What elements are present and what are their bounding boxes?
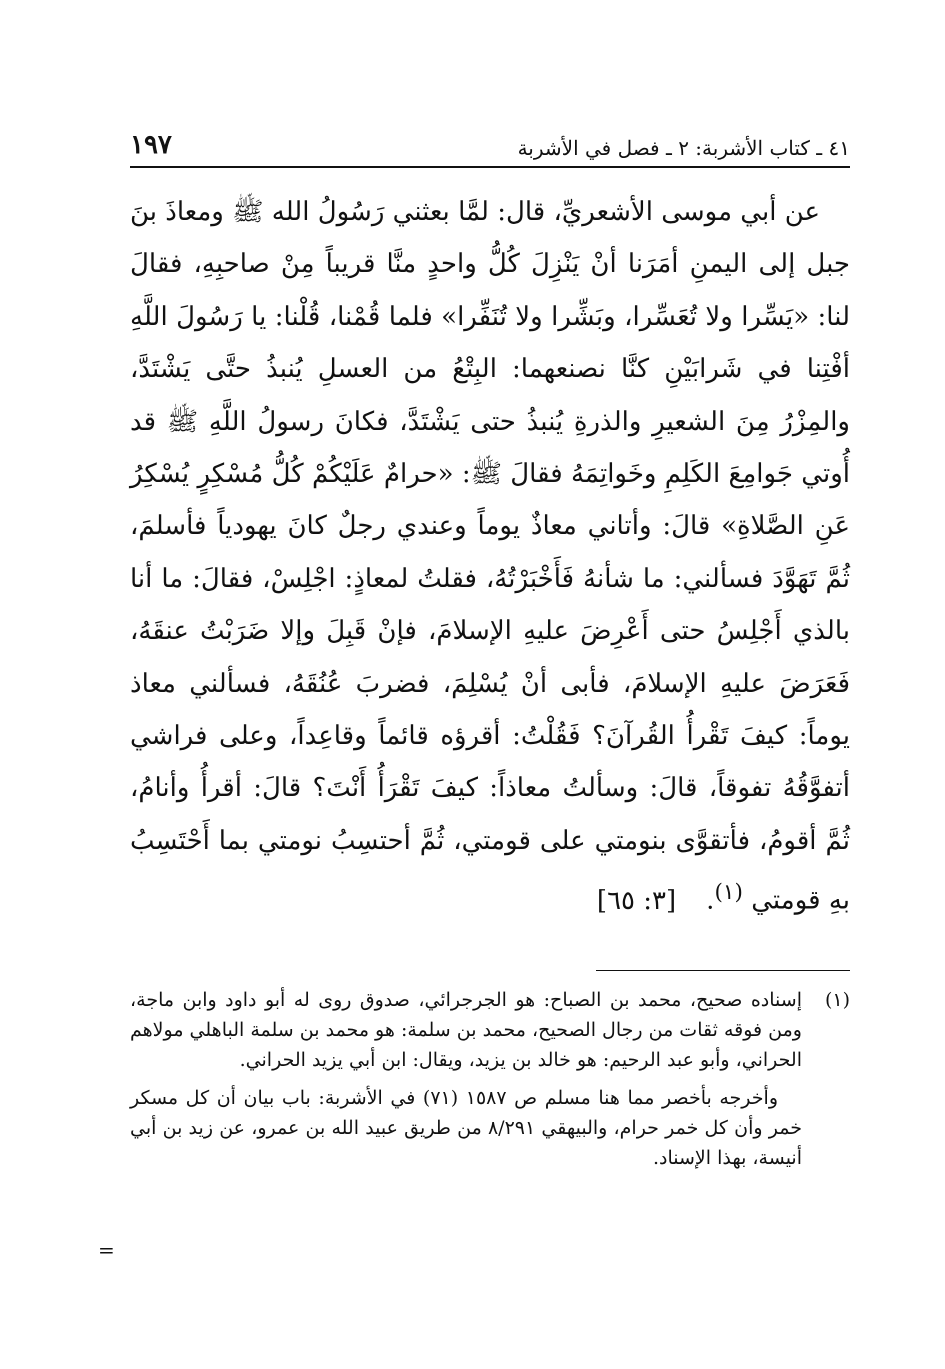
footnote-rule <box>596 970 850 971</box>
footnotes <box>130 985 850 1173</box>
footnote-number: (١) <box>824 989 850 1011</box>
main-text: عن أبي موسى الأشعريِّ، قال: لمَّا بعثني رَسُولُ الله ﷺ ومعاذَ بنَ جبل إلى اليمنِ أمَرَنا أنْ يَنْزِلَ كُلُّ واحدٍ منَّا قريباً مِنْ صاحبِهِ، فقالَ لنا: «يَسِّرا ولا تُعَسِّرا، وبَشِّرا ولا تُنَفِّرا» فلما قُمْنا، قُلْنا: يا رَسُولَ اللَّهِ أفْتِنا في شَرابَيْنِ كنَّا نصنعهما: البِتْعُ من العسلِ يُنبذُ حتَّى يَشْتَدَّ، والمِزْرُ مِنَ الشعيرِ والذرةِ يُنبذُ حتى يَشْتَدَّ، فكانَ رسولُ اللَّهِ ﷺ قد أُوتي جَوامِعَ الكَلِمِ وخَواتِمَهُ فقالَ ﷺ: «حرامٌ عَلَيْكُمْ كُلُّ مُسْكِرٍ يُسْكِرُ عَنِ الصَّلاةِ» قالَ: وأتاني معاذٌ يوماً وعندي رجلٌ كانَ يهودياً فأسلمَ، ثُمَّ تَهَوَّدَ فسألني: ما شأنهُ فَأَخْبَرْتُهُ، فقلتُ لمعاذٍ: اجْلِسْ، فقالَ: ما أنا بالذي أَجْلِسُ حتى أَعْرِضَ عليهِ الإسلامَ، فإنْ قَبِلَ وإلا ضَرَبْتُ عنقَهُ، فَعَرَضَ عليهِ الإسلامَ، فأبى أنْ يُسْلِمَ، فضربَ عُنُقَهُ، فسألني معاذ يوماً: كيفَ تَقْرأُ القُرآنَ؟ فَقُلْتُ: أقرؤه قائماً وقاعِداً، وعلى فراشي أتفوَّقُهُ تفوقاً، قالَ: وسألتُ معاذاً: كيفَ تَقْرَأُ أَنْتَ؟ قالَ: أقرأُ وأنامُ، ثُمَّ أقومُ، فأتقوَّى بنومتي على قومتي، ثُمَّ أحتسِبُ نومتي بما أَحْتَسِبُ بهِ قومتي $^{(١)}$.[٣: ٦٥] <box>130 197 850 916</box>
reference-tag: [٣: ٦٥] <box>596 885 677 916</box>
hadith-text: عن أبي موسى الأشعريِّ، قال: لمَّا بعثني رَسُولُ الله ﷺ ومعاذَ بنَ جبل إلى اليمنِ أمَرَنا أنْ يَنْزِلَ كُلُّ واحدٍ منَّا قريباً مِنْ صاحبِهِ، فقالَ لنا: «يَسِّرا ولا تُعَسِّرا، وبَشِّرا ولا تُنَفِّرا» فلما قُمْنا، قُلْنا: يا رَسُولَ اللَّهِ أفْتِنا في شَرابَيْنِ كنَّا نصنعهما: البِتْعُ من العسلِ يُنبذُ حتَّى يَشْتَدَّ، والمِزْرُ مِنَ الشعيرِ والذرةِ يُنبذُ حتى يَشْتَدَّ، فكانَ رسولُ اللَّهِ ﷺ قد أُوتي جَوامِعَ الكَلِمِ وخَواتِمَهُ فقالَ ﷺ: «حرامٌ عَلَيْكُمْ كُلُّ مُسْكِرٍ يُسْكِرُ عَنِ الصَّلاةِ» قالَ: وأتاني معاذٌ يوماً وعندي رجلٌ كانَ يهودياً فأسلمَ، ثُمَّ تَهَوَّدَ فسألني: ما شأنهُ فَأَخْبَرْتُهُ، فقلتُ لمعاذٍ: اجْلِسْ، فقالَ: ما أنا بالذي أَجْلِسُ حتى أَعْرِضَ عليهِ الإسلامَ، فإنْ قَبِلَ وإلا ضَرَبْتُ عنقَهُ، فَعَرَضَ عليهِ الإسلامَ، فأبى أنْ يُسْلِمَ، فضربَ عُنُقَهُ، فسألني معاذ يوماً: كيفَ تَقْرأُ القُرآنَ؟ فَقُلْتُ: أقرؤه قائماً وقاعِداً، وعلى فراشي أتفوَّقُهُ تفوقاً، قالَ: وسألتُ معاذاً: كيفَ تَقْرَأُ أَنْتَ؟ قالَ: أقرأُ وأنامُ، ثُمَّ أقومُ، فأتقوَّى بنومتي على قومتي، ثُمَّ أحتسِبُ نومتي بما أَحْتَسِبُ بهِ قومتي <box>130 197 850 916</box>
footnote-text: إسناده صحيح، محمد بن الصباح: هو الجرجرائي، صدوق روى له أبو داود وابن ماجة، ومن فوقه ثقات من رجال الصحيح، محمد بن سلمة: هو محمد بن سلمة الباهلي مولاهم الحراني، وأبو عبد الرحيم: هو خالد بن يزيد، ويقال: ابن أبي يزيد الحراني. <box>130 989 802 1071</box>
page-number: ١٩٧ <box>130 130 172 160</box>
running-title: ٤١ ـ كتاب الأشربة: ٢ ـ فصل في الأشربة <box>517 136 850 160</box>
footnote-marker: (١) <box>714 880 743 906</box>
page-header <box>130 120 850 160</box>
continuation-mark: = <box>98 1238 115 1262</box>
header-rule <box>130 166 850 168</box>
footnote-extra <box>130 1083 850 1173</box>
footnote-extra-text: وأخرجه بأخصر مما هنا مسلم ص ١٥٨٧ (٧١) في الأشربة: باب بيان أن كل مسكر خمر وأن كل خمر حرام، والبيهقي ٨/٢٩١ من طريق عبيد الله بن عمرو، عن زيد بن أبي أنيسة، بهذا الإسناد. <box>130 1087 802 1169</box>
footnote-item <box>130 985 850 1075</box>
